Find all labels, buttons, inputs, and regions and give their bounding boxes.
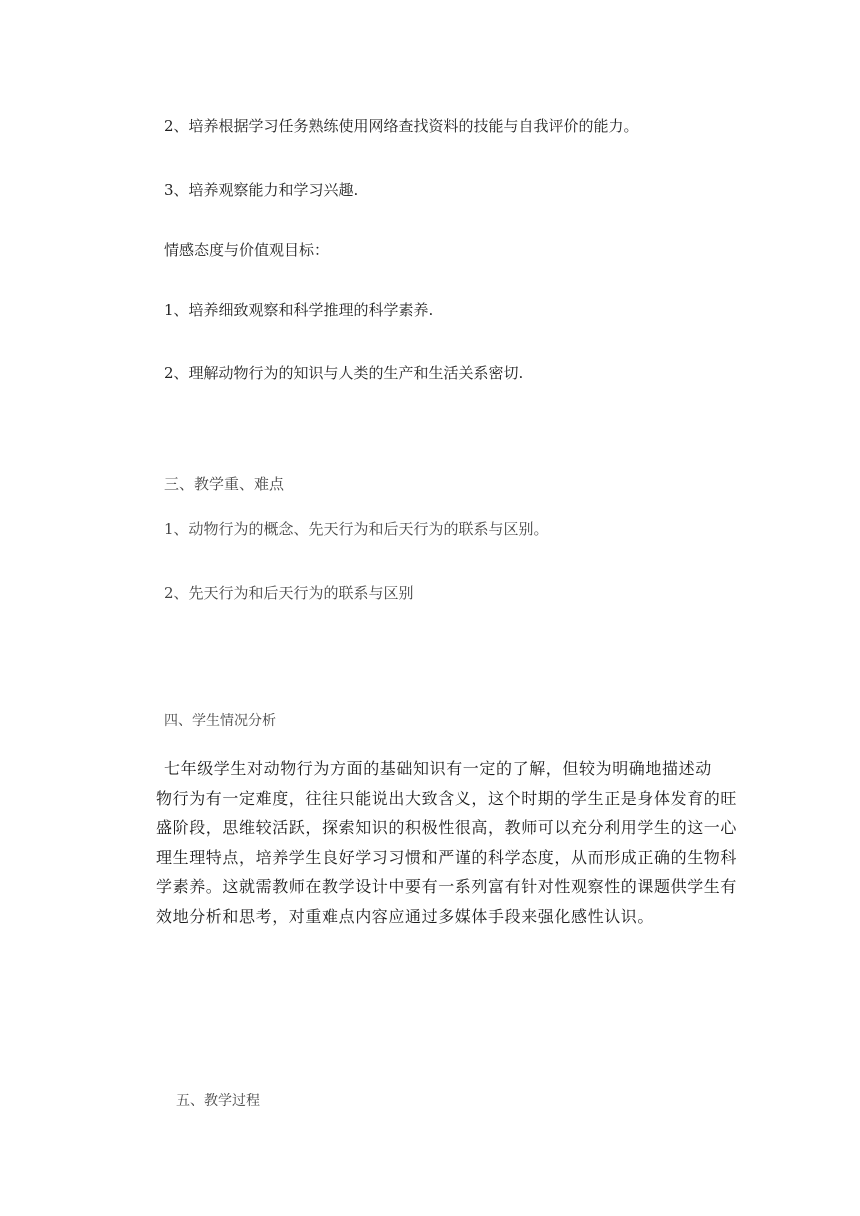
paragraph-line: 七年级学生对动物行为方面的基础知识有一定的了解，但较为明确地描述动 — [164, 759, 712, 778]
section-3-heading: 三、教学重、难点 — [164, 475, 285, 493]
skill-item-2: 2、培养根据学习任务熟练使用网络查找资料的技能与自我评价的能力。 — [164, 117, 639, 135]
section-5-heading: 五、教学过程 — [176, 1093, 260, 1109]
section-3-item-2: 2、先天行为和后天行为的联系与区别 — [164, 584, 414, 602]
section-3-item-1: 1、动物行为的概念、先天行为和后天行为的联系与区别。 — [164, 520, 549, 538]
paragraph-line: 效地分析和思考，对重难点内容应通过多媒体手段来强化感性认识。 — [156, 906, 655, 926]
paragraph-line: 盛阶段，思维较活跃，探索知识的积极性很高，教师可以充分利用学生的这一心 — [156, 818, 738, 837]
emotion-item-2: 2、理解动物行为的知识与人类的生产和生活关系密切. — [164, 364, 524, 382]
paragraph-line: 理生理特点，培养学生良好学习习惯和严谨的科学态度，从而形成正确的生物科 — [156, 847, 738, 867]
emotion-heading: 情感态度与价值观目标： — [164, 241, 330, 259]
skill-item-3: 3、培养观察能力和学习兴趣. — [164, 181, 359, 199]
paragraph-line: 学素养。这就需教师在教学设计中要有一系列富有针对性观察性的课题供学生有 — [156, 877, 738, 896]
student-analysis-paragraph — [156, 754, 744, 931]
paragraph-line: 物行为有一定难度，往往只能说出大致含义，这个时期的学生正是身体发育的旺 — [156, 788, 738, 808]
section-4-heading: 四、学生情况分析 — [164, 713, 276, 729]
emotion-item-1: 1、培养细致观察和科学推理的科学素养. — [164, 301, 434, 319]
